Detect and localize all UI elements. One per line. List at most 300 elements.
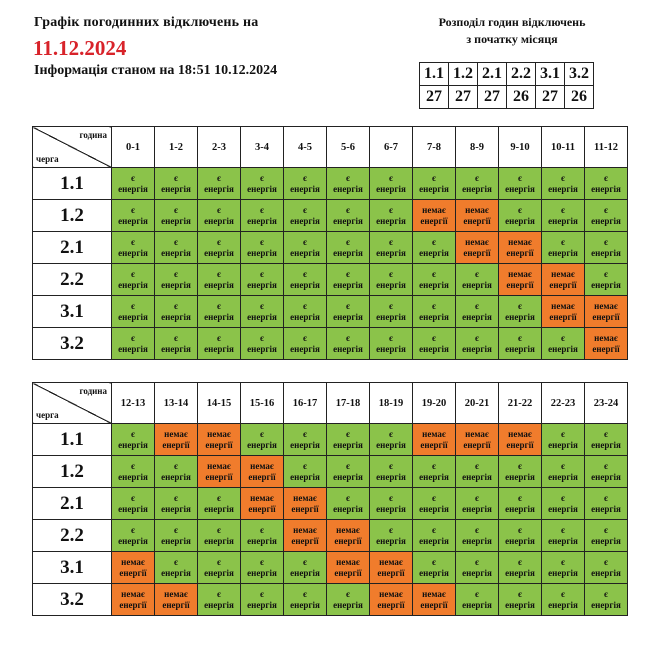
power-on-cell (198, 328, 241, 360)
status-line2: енергія (247, 439, 277, 450)
status-line1: є (389, 428, 393, 439)
distribution-group-label: 1.1 (420, 63, 449, 86)
status-line2: енергія (290, 279, 320, 290)
power-on-cell (112, 200, 155, 232)
hour-header: 19-20 (413, 383, 456, 424)
status-line1: є (346, 588, 350, 599)
power-off-cell (198, 456, 241, 488)
power-on-cell (327, 200, 370, 232)
status-line1: є (389, 300, 393, 311)
status-line2: енергії (506, 279, 534, 290)
power-on-cell (241, 264, 284, 296)
status-line2: енергія (118, 343, 148, 354)
status-line1: є (131, 492, 135, 503)
power-on-cell (155, 168, 198, 200)
status-line2: енергія (376, 343, 406, 354)
status-line2: енергія (161, 215, 191, 226)
status-line2: енергія (290, 247, 320, 258)
power-on-cell (499, 200, 542, 232)
power-on-cell (155, 328, 198, 360)
table-row (33, 200, 628, 232)
power-on-cell (241, 168, 284, 200)
status-line2: енергія (247, 535, 277, 546)
status-line1: немає (121, 556, 145, 567)
power-off-cell (155, 584, 198, 616)
status-line1: є (432, 524, 436, 535)
status-line2: енергія (505, 311, 535, 322)
power-on-cell (112, 168, 155, 200)
status-line1: є (561, 236, 565, 247)
power-on-cell (284, 264, 327, 296)
power-on-cell (112, 520, 155, 552)
status-line1: немає (379, 556, 403, 567)
status-line1: є (432, 300, 436, 311)
status-line2: енергія (591, 247, 621, 258)
power-on-cell (112, 232, 155, 264)
power-on-cell (327, 232, 370, 264)
power-on-cell (499, 488, 542, 520)
status-line1: немає (508, 236, 532, 247)
status-line1: є (432, 268, 436, 279)
power-off-cell (456, 232, 499, 264)
status-line1: є (604, 204, 608, 215)
power-on-cell (542, 232, 585, 264)
distribution-groups-row (420, 63, 594, 86)
status-line1: немає (336, 556, 360, 567)
status-line2: енергія (118, 535, 148, 546)
power-on-cell (413, 488, 456, 520)
power-on-cell (585, 424, 628, 456)
status-line1: є (561, 204, 565, 215)
distribution-group-label: 2.2 (507, 63, 536, 86)
table-row (33, 584, 628, 616)
status-line1: є (432, 332, 436, 343)
distribution-title (413, 14, 611, 48)
queue-label: 2.2 (33, 520, 112, 552)
status-line1: є (561, 172, 565, 183)
status-line2: енергія (204, 247, 234, 258)
status-line2: енергії (377, 599, 405, 610)
power-on-cell (284, 584, 327, 616)
header-row (33, 127, 628, 168)
status-line2: енергія (333, 503, 363, 514)
status-line2: енергія (333, 599, 363, 610)
power-off-cell (327, 520, 370, 552)
power-on-cell (327, 168, 370, 200)
power-on-cell (370, 296, 413, 328)
distribution-title-line1: Розподіл годин відключень (438, 15, 586, 29)
status-line2: енергія (462, 503, 492, 514)
status-line1: є (346, 204, 350, 215)
power-on-cell (198, 168, 241, 200)
status-line2: енергія (118, 215, 148, 226)
hour-header: 5-6 (327, 127, 370, 168)
hour-header: 21-22 (499, 383, 542, 424)
power-on-cell (585, 200, 628, 232)
status-line2: енергія (247, 599, 277, 610)
page-title: Графік погодинних відключень на (34, 15, 259, 30)
status-line2: енергії (205, 439, 233, 450)
status-line1: є (131, 300, 135, 311)
status-line1: є (518, 204, 522, 215)
power-on-cell (241, 520, 284, 552)
power-on-cell (370, 456, 413, 488)
power-off-cell (198, 424, 241, 456)
power-on-cell (456, 520, 499, 552)
schedule-table-afternoon (32, 382, 628, 616)
queue-label: 1.1 (33, 168, 112, 200)
distribution-group-label: 3.2 (565, 63, 594, 86)
power-on-cell (327, 488, 370, 520)
power-on-cell (112, 264, 155, 296)
status-line2: енергія (161, 471, 191, 482)
status-line2: енергія (247, 215, 277, 226)
status-line2: енергія (419, 343, 449, 354)
status-line2: енергія (333, 247, 363, 258)
status-line2: енергії (592, 343, 620, 354)
hour-header: 11-12 (585, 127, 628, 168)
power-on-cell (456, 296, 499, 328)
status-line2: енергія (333, 279, 363, 290)
power-on-cell (241, 296, 284, 328)
status-line2: енергія (376, 279, 406, 290)
power-on-cell (370, 232, 413, 264)
status-line2: енергія (376, 183, 406, 194)
status-line2: енергія (247, 247, 277, 258)
status-line2: енергії (248, 503, 276, 514)
power-off-cell (456, 200, 499, 232)
power-on-cell (155, 264, 198, 296)
status-line1: є (604, 460, 608, 471)
status-line1: є (303, 300, 307, 311)
status-line1: є (475, 460, 479, 471)
status-line1: є (389, 204, 393, 215)
status-line2: енергія (247, 567, 277, 578)
status-line1: є (174, 460, 178, 471)
power-on-cell (413, 232, 456, 264)
status-line1: є (260, 588, 264, 599)
status-line2: енергія (548, 471, 578, 482)
status-line1: є (389, 332, 393, 343)
status-line1: є (604, 172, 608, 183)
status-line1: є (346, 268, 350, 279)
distribution-hours-value: 27 (420, 86, 449, 109)
power-on-cell (542, 200, 585, 232)
status-line1: є (260, 332, 264, 343)
status-line2: енергія (204, 599, 234, 610)
status-line2: енергія (290, 183, 320, 194)
status-line2: енергія (290, 599, 320, 610)
table-row (33, 168, 628, 200)
status-line2: енергії (162, 599, 190, 610)
status-line2: енергія (591, 471, 621, 482)
queue-label: 3.1 (33, 552, 112, 584)
status-line1: є (389, 236, 393, 247)
status-line2: енергії (463, 439, 491, 450)
power-off-cell (585, 328, 628, 360)
status-line1: є (131, 332, 135, 343)
power-on-cell (456, 488, 499, 520)
distribution-group-label: 3.1 (536, 63, 565, 86)
power-on-cell (284, 456, 327, 488)
status-line2: енергія (247, 183, 277, 194)
hour-header: 9-10 (499, 127, 542, 168)
status-line1: є (303, 268, 307, 279)
hour-header: 10-11 (542, 127, 585, 168)
status-line2: енергії (119, 599, 147, 610)
status-line1: є (389, 524, 393, 535)
queue-label: 2.1 (33, 488, 112, 520)
status-line2: енергії (291, 503, 319, 514)
status-line1: є (260, 428, 264, 439)
status-line2: енергія (462, 183, 492, 194)
power-on-cell (585, 520, 628, 552)
power-on-cell (327, 296, 370, 328)
power-on-cell (327, 264, 370, 296)
status-line1: є (260, 268, 264, 279)
hour-axis-label: година (79, 386, 107, 396)
status-line2: енергія (204, 279, 234, 290)
power-on-cell (284, 200, 327, 232)
status-line2: енергії (291, 535, 319, 546)
status-line1: є (561, 332, 565, 343)
status-line1: немає (293, 492, 317, 503)
status-line1: є (131, 460, 135, 471)
status-line1: є (475, 300, 479, 311)
power-off-cell (327, 552, 370, 584)
status-line1: є (260, 300, 264, 311)
queue-axis-label: черга (36, 410, 59, 420)
distribution-group-label: 2.1 (478, 63, 507, 86)
distribution-hours-value: 26 (565, 86, 594, 109)
power-on-cell (456, 264, 499, 296)
status-line1: є (604, 588, 608, 599)
queue-label: 3.1 (33, 296, 112, 328)
status-line2: енергії (377, 567, 405, 578)
table-row (33, 424, 628, 456)
hour-header: 7-8 (413, 127, 456, 168)
status-line1: немає (465, 428, 489, 439)
status-line2: енергія (290, 471, 320, 482)
status-line1: немає (207, 428, 231, 439)
status-line1: є (475, 492, 479, 503)
status-line1: є (217, 236, 221, 247)
status-line2: енергія (419, 183, 449, 194)
status-line2: енергія (333, 215, 363, 226)
power-on-cell (241, 328, 284, 360)
status-line2: енергія (548, 183, 578, 194)
power-on-cell (198, 584, 241, 616)
status-line1: є (217, 588, 221, 599)
distribution-hours-value: 26 (507, 86, 536, 109)
status-line1: є (475, 268, 479, 279)
schedule-table-morning (32, 126, 628, 360)
status-line1: немає (551, 268, 575, 279)
status-line1: є (303, 172, 307, 183)
power-on-cell (585, 168, 628, 200)
power-on-cell (499, 584, 542, 616)
hour-header: 14-15 (198, 383, 241, 424)
status-line2: енергія (376, 439, 406, 450)
power-on-cell (198, 232, 241, 264)
table-row (33, 456, 628, 488)
queue-label: 1.1 (33, 424, 112, 456)
status-line1: є (518, 556, 522, 567)
status-line1: є (518, 492, 522, 503)
power-on-cell (413, 264, 456, 296)
power-off-cell (456, 424, 499, 456)
status-line1: є (475, 332, 479, 343)
power-on-cell (241, 232, 284, 264)
status-line1: є (346, 492, 350, 503)
power-on-cell (198, 200, 241, 232)
status-line1: є (174, 492, 178, 503)
status-line2: енергія (161, 183, 191, 194)
power-on-cell (198, 520, 241, 552)
status-line1: є (217, 332, 221, 343)
status-line2: енергії (592, 311, 620, 322)
status-line2: енергія (462, 471, 492, 482)
status-line2: енергія (462, 343, 492, 354)
status-line2: енергія (204, 343, 234, 354)
status-line2: енергія (161, 343, 191, 354)
distribution-hours-value: 27 (478, 86, 507, 109)
queue-label: 2.1 (33, 232, 112, 264)
status-line1: є (217, 492, 221, 503)
status-line1: є (260, 524, 264, 535)
status-line2: енергія (462, 279, 492, 290)
status-line2: енергія (376, 311, 406, 322)
status-line1: немає (422, 204, 446, 215)
status-line2: енергія (376, 215, 406, 226)
power-off-cell (370, 584, 413, 616)
power-off-cell (112, 584, 155, 616)
status-line1: є (518, 332, 522, 343)
power-on-cell (585, 264, 628, 296)
power-on-cell (155, 232, 198, 264)
status-line1: немає (465, 204, 489, 215)
status-line1: є (432, 236, 436, 247)
status-line2: енергія (376, 503, 406, 514)
status-line1: є (561, 460, 565, 471)
power-on-cell (198, 552, 241, 584)
distribution-hours-row (420, 86, 594, 109)
status-line2: енергії (334, 567, 362, 578)
power-on-cell (542, 488, 585, 520)
power-on-cell (413, 520, 456, 552)
power-on-cell (585, 232, 628, 264)
status-line2: енергія (419, 567, 449, 578)
table-row (33, 296, 628, 328)
hour-header: 0-1 (112, 127, 155, 168)
status-line2: енергія (204, 567, 234, 578)
status-line2: енергія (419, 247, 449, 258)
power-on-cell (327, 584, 370, 616)
status-line2: енергія (118, 503, 148, 514)
hour-header: 2-3 (198, 127, 241, 168)
status-line2: енергії (549, 279, 577, 290)
status-line2: енергії (420, 215, 448, 226)
status-line2: енергія (591, 503, 621, 514)
power-on-cell (499, 520, 542, 552)
status-line2: енергія (419, 535, 449, 546)
status-line2: енергія (548, 215, 578, 226)
status-line1: є (475, 172, 479, 183)
status-line1: є (604, 236, 608, 247)
power-on-cell (542, 328, 585, 360)
status-line1: є (561, 428, 565, 439)
power-on-cell (585, 584, 628, 616)
status-line1: є (432, 556, 436, 567)
status-line1: немає (250, 460, 274, 471)
status-line1: є (389, 268, 393, 279)
status-line2: енергія (204, 215, 234, 226)
status-line2: енергія (290, 343, 320, 354)
status-line1: є (561, 492, 565, 503)
power-on-cell (112, 488, 155, 520)
power-on-cell (542, 456, 585, 488)
power-on-cell (542, 168, 585, 200)
status-line2: енергія (548, 247, 578, 258)
status-line1: є (346, 428, 350, 439)
status-line1: є (303, 332, 307, 343)
power-on-cell (413, 296, 456, 328)
status-line1: є (518, 172, 522, 183)
status-line1: є (303, 428, 307, 439)
status-line2: енергія (591, 535, 621, 546)
status-line1: є (518, 524, 522, 535)
status-line1: є (475, 588, 479, 599)
status-line2: енергія (204, 311, 234, 322)
hour-header: 4-5 (284, 127, 327, 168)
power-on-cell (370, 328, 413, 360)
table-row (33, 328, 628, 360)
power-on-cell (456, 328, 499, 360)
status-line1: немає (293, 524, 317, 535)
status-line2: енергія (118, 279, 148, 290)
status-line2: енергія (419, 471, 449, 482)
power-on-cell (456, 552, 499, 584)
status-line2: енергія (161, 567, 191, 578)
status-line2: енергія (505, 599, 535, 610)
power-off-cell (370, 552, 413, 584)
status-line1: є (346, 300, 350, 311)
status-line2: енергія (591, 279, 621, 290)
distribution-table (419, 62, 594, 109)
status-line1: є (217, 172, 221, 183)
schedule-date: 11.12.2024 (33, 36, 127, 60)
table-row (33, 520, 628, 552)
status-line2: енергія (161, 503, 191, 514)
distribution-hours-value: 27 (536, 86, 565, 109)
hour-header: 23-24 (585, 383, 628, 424)
status-line1: немає (164, 428, 188, 439)
status-line1: немає (594, 300, 618, 311)
status-line2: енергія (333, 471, 363, 482)
queue-label: 1.2 (33, 200, 112, 232)
power-on-cell (155, 552, 198, 584)
power-off-cell (241, 488, 284, 520)
hour-header: 15-16 (241, 383, 284, 424)
power-on-cell (327, 424, 370, 456)
status-line2: енергії (162, 439, 190, 450)
hour-header: 20-21 (456, 383, 499, 424)
status-line2: енергія (247, 279, 277, 290)
header-row (33, 383, 628, 424)
status-line2: енергія (376, 247, 406, 258)
power-off-cell (542, 264, 585, 296)
power-on-cell (112, 296, 155, 328)
